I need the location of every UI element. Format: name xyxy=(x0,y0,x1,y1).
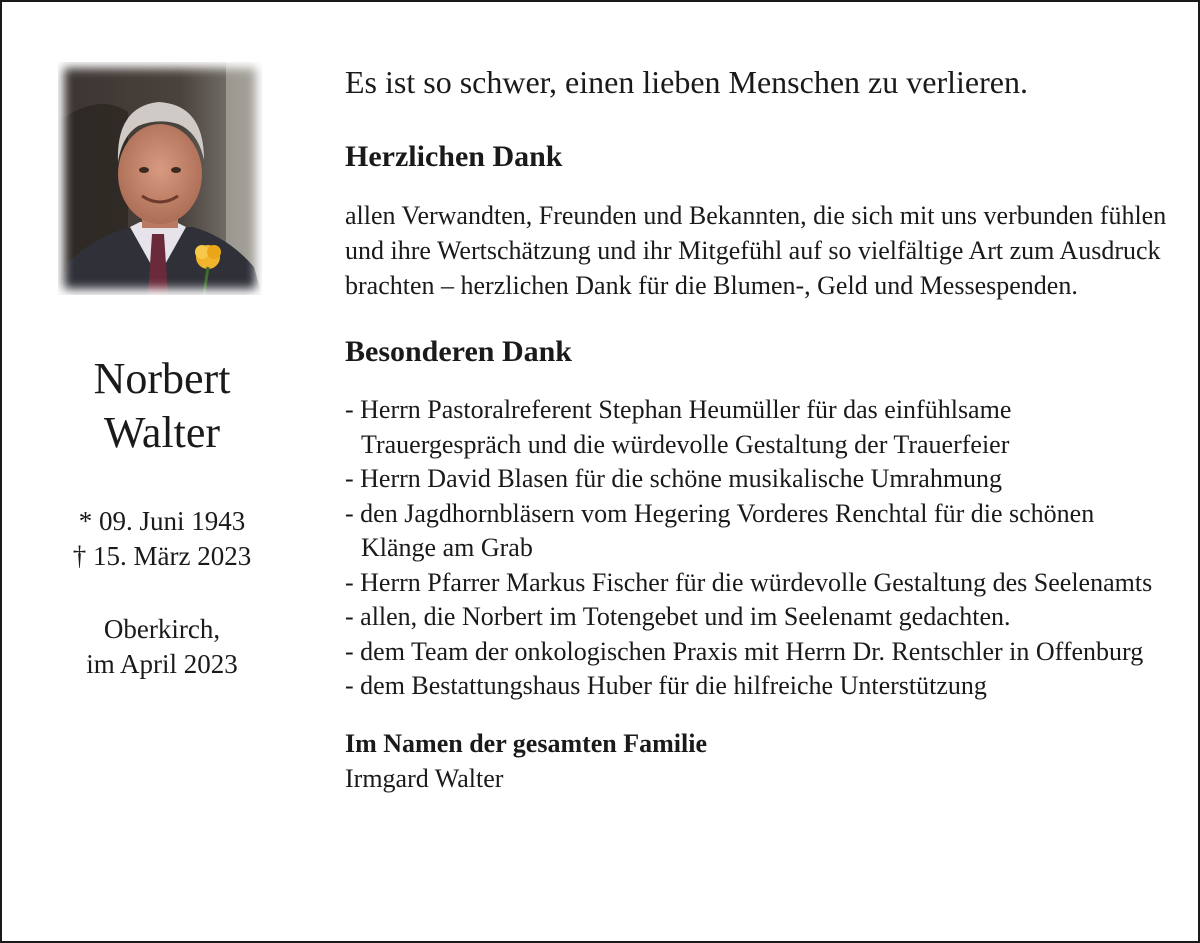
last-name: Walter xyxy=(103,408,221,457)
death-date: † 15. März 2023 xyxy=(72,541,252,571)
list-item: - allen, die Norbert im Totengebet und im Seelenamt gedachten. xyxy=(345,602,1011,631)
deceased-info xyxy=(42,352,282,682)
place-and-date xyxy=(42,612,282,682)
list-item: - Herrn David Blasen für die schöne musikalische Umrahmung xyxy=(345,464,1003,493)
thanks-text: allen Verwandten, Freunden und Bekannten, die sich mit uns verbunden fühlen und ihre Wertschätzung und ihr Mitgefühl auf so vielfältige Art zum Ausdruck brachten – herzlichen Dank für die Blumen-, Geld und Messespenden. xyxy=(345,201,1167,300)
list-item: - den Jagdhornbläsern vom Hegering Vorderes Renchtal für die schönen Klänge am Grab xyxy=(345,498,1095,562)
place-city: Oberkirch, xyxy=(103,614,221,644)
list-item: - dem Bestattungshaus Huber für die hilfreiche Unterstützung xyxy=(345,671,987,700)
portrait-photo xyxy=(58,62,262,295)
list-item: - dem Team der onkologischen Praxis mit Herrn Dr. Rentschler in Offenburg xyxy=(345,636,1144,666)
birth-date: * 09. Juni 1943 xyxy=(78,506,246,536)
special-thanks-list xyxy=(345,393,1175,704)
thanks-heading: Herzlichen Dank xyxy=(345,140,563,173)
signoff-family: Im Namen der gesamten Familie xyxy=(345,728,708,758)
first-name: Norbert xyxy=(93,354,231,403)
list-item: - Herrn Pfarrer Markus Fischer für die würdevolle Gestaltung des Seelenamts xyxy=(345,567,1153,597)
signoff-name: Irmgard Walter xyxy=(345,763,504,793)
special-thanks-heading: Besonderen Dank xyxy=(345,335,572,368)
portrait-image xyxy=(58,62,262,295)
list-item: - Herrn Pastoralreferent Stephan Heumüller für das einfühlsame Trauergespräch und die würdevolle Gestaltung der Trauerfeier xyxy=(345,395,1012,459)
life-dates xyxy=(42,504,282,574)
signoff xyxy=(345,726,1175,796)
message-column xyxy=(345,62,1175,796)
intro-line: Es ist so schwer, einen lieben Menschen zu verlieren. xyxy=(345,64,1028,100)
place-date: im April 2023 xyxy=(86,649,238,679)
